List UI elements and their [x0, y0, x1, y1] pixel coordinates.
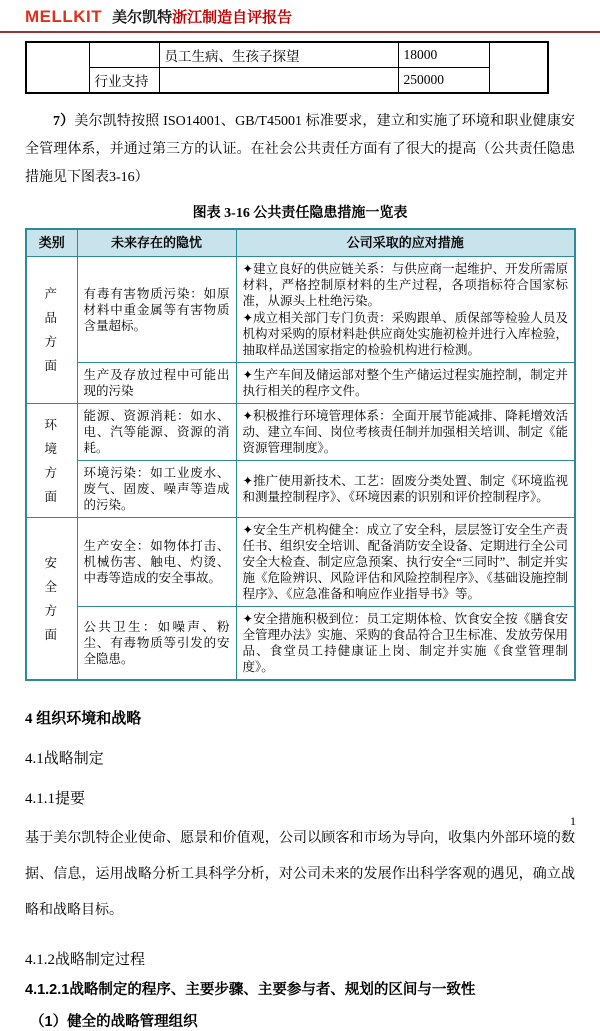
- measures-cell: [236, 363, 575, 404]
- section-heading-4-1-1: 4.1.1提要: [25, 791, 86, 807]
- report-header: [0, 0, 600, 33]
- header-company-measures: 公司采取的应对措施: [236, 229, 575, 257]
- measures-cell: [236, 404, 575, 461]
- header-category: 类别: [26, 229, 77, 257]
- section-heading-4-1-2-1: 4.1.2.1战略制定的程序、主要步骤、主要参与者、规划的区间与一致性: [25, 982, 476, 998]
- empty-cell: [89, 42, 159, 68]
- paragraph-7: [25, 108, 575, 192]
- risk-cell: 生产安全：如物体打击、机械伤害、触电、灼烫、中毒等造成的安全事故。: [77, 518, 236, 607]
- page-number: 1: [570, 814, 576, 828]
- risk-cell: 公共卫生：如噪声、粉尘、有毒物质等引发的安全隐患。: [77, 607, 236, 681]
- paragraph-7-text: 美尔凯特按照 ISO14001、GB/T45001 标准要求，建立和实施了环境和职业健康安全管理体系，并通过第三方的认证。在社会公共责任方面有了很大的提高（公共责任隐患措施见下图表3-16）: [25, 114, 575, 185]
- brand-name: 美尔凯特: [112, 10, 173, 26]
- measure-item: ✦建立良好的供应链关系：与供应商一起维护、开发所需原材料，严格控制原材料的生产过程，各项指标符合国家标准，从源头上杜绝污染。: [242, 262, 568, 308]
- category-cell-product: 产品方面: [26, 257, 77, 404]
- risk-cell: 能源、资源消耗：如水、电、汽等能源、资源的消耗。: [77, 404, 236, 461]
- measure-item: ✦成立相关部门专门负责：采购跟单、质保部等检验人员及机构对采购的原材料赴供应商处实施初检并进行入库检验，抽取样品送国家指定的检验机构进行检测。: [242, 311, 568, 357]
- risk-cell: 生产及存放过程中可能出现的污染: [77, 363, 236, 404]
- amount-cell: 250000: [398, 68, 489, 94]
- table-row: [26, 607, 575, 681]
- empty-cell: [489, 42, 548, 93]
- document-title: 浙江制造自评报告: [172, 10, 293, 26]
- table-row: [26, 257, 575, 363]
- empty-cell: [159, 68, 398, 94]
- table-row: [26, 518, 575, 607]
- measure-item: ✦推广使用新技术、工艺：固废分类处置、制定《环境监视和测量控制程序》、《环境因素的识别和评价控制程序》。: [242, 474, 568, 504]
- header-future-risk: 未来存在的隐忧: [77, 229, 236, 257]
- section-heading-4-1-2: 4.1.2战略制定过程: [25, 952, 146, 968]
- table-row: [26, 42, 548, 68]
- amount-cell: 18000: [398, 42, 489, 68]
- risk-cell: 有毒有害物质污染：如原材料中重金属等有害物质含量超标。: [77, 257, 236, 363]
- section-heading-4-1: 4.1战略制定: [25, 751, 104, 767]
- section-4-1-1-paragraph: 基于美尔凯特企业使命、愿景和价值观，公司以顾客和市场为导向，收集内外部环境的数据、信息，运用战略分析工具科学分析，对公司未来的发展作出科学客观的遇见，确立战略和战略目标。: [25, 831, 575, 918]
- measure-item: ✦生产车间及储运部对整个生产储运过程实施控制，制定并执行相关的程序文件。: [242, 368, 568, 398]
- table-row: [26, 461, 575, 518]
- list-number: 7）: [53, 114, 75, 129]
- list-item-1-heading: （1）健全的战略管理组织: [30, 1014, 198, 1030]
- risk-cell: 环境污染：如工业废水、废气、固废、噪声等造成的污染。: [77, 461, 236, 518]
- public-responsibility-measures-table: [25, 228, 576, 681]
- table-header-row: [26, 229, 575, 257]
- measures-cell: [236, 461, 575, 518]
- section-heading-4: 4 组织环境和战略: [25, 711, 142, 727]
- welfare-amount-table-fragment: [25, 41, 549, 94]
- measures-cell: [236, 607, 575, 681]
- welfare-category-cell: 行业支持: [89, 68, 159, 94]
- figure-3-16-caption: 图表 3-16 公共责任隐患措施一览表: [192, 206, 408, 221]
- measure-item: ✦安全生产机构健全：成立了安全科，层层签订安全生产责任书、组织安全培训、配备消防安全设备、定期进行全公司安全大检查、制定应急预案、执行安全“三同时”、制定并实施《危险辨识、风险评估和风险控制程序》、《基础设施控制程序》、《应急准备和响应作业指导书》等。: [242, 523, 568, 601]
- measure-item: ✦安全措施积极到位：员工定期体检、饮食安全按《膳食安全管理办法》实施、采购的食品符合卫生标准、发放劳保用品、食堂员工持健康证上岗、制定并实施《食堂管理制度》。: [242, 612, 568, 674]
- table-row: [26, 404, 575, 461]
- mellkit-logo: MELLKIT: [25, 7, 103, 26]
- measure-item: ✦积极推行环境管理体系：全面开展节能减排、降耗增效活动、建立车间、岗位考核责任制并加强相关培训、制定《能资源管理制度》。: [242, 409, 568, 455]
- category-cell-safety: 安全方面: [26, 518, 77, 681]
- table-row: [26, 68, 548, 94]
- measures-cell: [236, 518, 575, 607]
- measures-cell: [236, 257, 575, 363]
- welfare-item-cell: 员工生病、生孩子探望: [159, 42, 398, 68]
- category-cell-environment: 环境方面: [26, 404, 77, 518]
- empty-cell: [26, 42, 89, 93]
- table-row: [26, 363, 575, 404]
